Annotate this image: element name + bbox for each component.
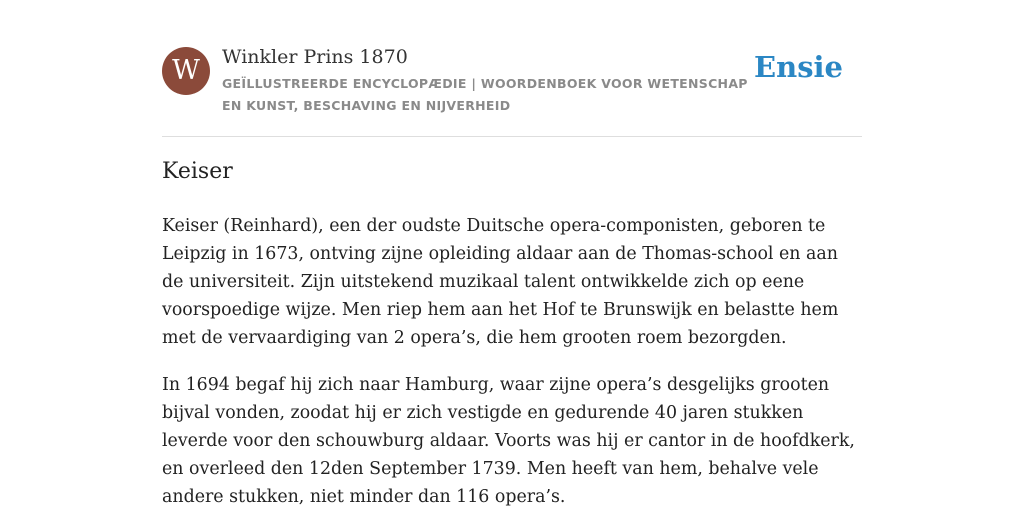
source-avatar[interactable]: W: [162, 47, 210, 95]
entry-paragraph: Keiser (Reinhard), een der oudste Duitsche opera-componisten, geboren te Leipzig in 1673, ontving zijne opleiding aldaar aan de Thomas-school en aan de universiteit. Zijn uitstekend muzikaal talent ontwikkelde zich op eene voorspoedige wijze. Men riep hem aan het Hof te Brunswijk en belastte hem met de vervaardiging van 2 opera’s, die hem grooten roem bezorgden.: [162, 216, 839, 348]
entry-title: Keiser: [162, 159, 233, 184]
ensie-logo-link[interactable]: Ensie: [754, 50, 843, 84]
source-header: [162, 44, 862, 137]
entry-body: [162, 212, 864, 512]
source-title[interactable]: Winkler Prins 1870: [222, 46, 408, 68]
entry-paragraph: In 1694 begaf hij zich naar Hamburg, waar zijne opera’s desgelijks grooten bijval vonden, zoodat hij er zich vestigde en gedurende 40 jaren stukken leverde voor den schouwburg aldaar. Voorts was hij er cantor in de hoofdkerk, en overleed den 12den September 1739. Men heeft van hem, behalve vele andere stukken, niet minder dan 116 opera’s.: [162, 375, 855, 507]
source-subtitle: GEÏLLUSTREERDE ENCYCLOPÆDIE | WOORDENBOEK VOOR WETENSCHAP EN KUNST, BESCHAVING EN NIJVERHEID: [222, 76, 748, 113]
